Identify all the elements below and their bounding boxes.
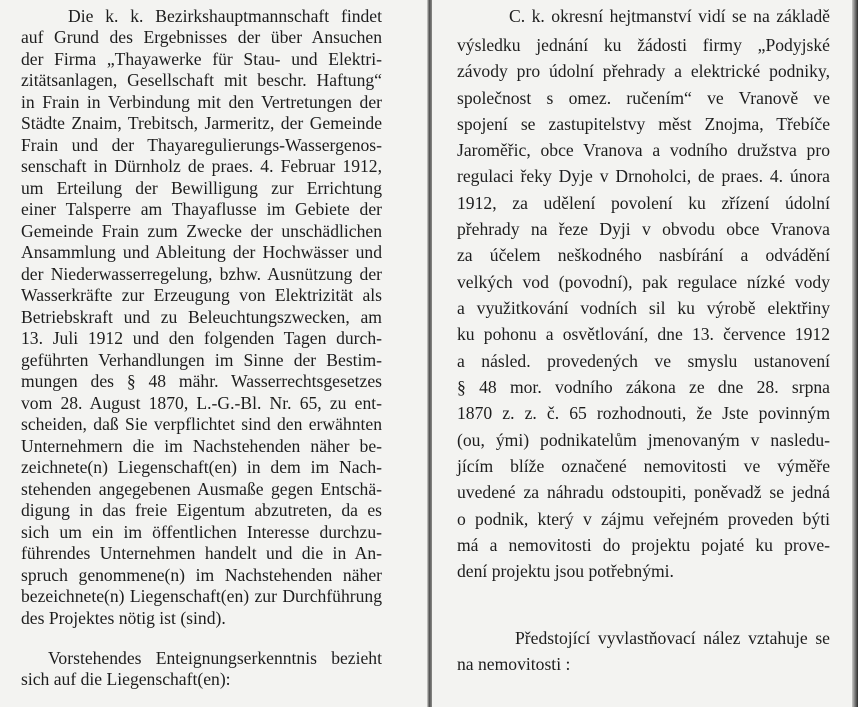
text-line: zeichnete(n) Liegenschaft(en) in dem im Nach- xyxy=(21,457,382,477)
text-line: uvedené za náhradu odstoupiti, poněvadž se jedná xyxy=(457,482,830,502)
text-line: ku pohonu a osvětlování, dne 13. července 1912 xyxy=(457,324,830,344)
text-line: mungen des § 48 mähr. Wasserrechtsgesetzes xyxy=(21,371,382,391)
text-line: um Erteilung der Bewilligung zur Errichtung xyxy=(21,178,382,198)
text-line: stehenden angegebenen Ausmaße gegen Entschä- xyxy=(21,479,382,499)
page-edge xyxy=(852,0,858,707)
text-line: závody pro údolní přehrady a elektrické podniky, xyxy=(457,61,830,81)
text-line: dení projektu jsou potřebnými. xyxy=(457,561,674,581)
text-line: výsledku jednání ku žádosti firmy „Podyjské xyxy=(457,35,830,55)
text-line: zitätsanlagen, Gesellschaft mit beschr. Haftung“ xyxy=(21,70,382,90)
text-line: přehrady na řeze Dyji v obvodu obce Vranova xyxy=(457,219,830,239)
text-line: führendes Unternehmen handelt und die in An- xyxy=(21,543,382,563)
text-line: 13. Juli 1912 und den folgenden Tagen durch- xyxy=(21,328,382,348)
text-line: Ansammlung und Ableitung der Hochwässer und xyxy=(21,242,382,262)
text-line: spojení se zastupitelstvy měst Znojma, Třebíče xyxy=(457,114,830,134)
text-line: Předstojící vyvlastňovací nález vztahuje se xyxy=(515,628,830,648)
czech-page xyxy=(436,0,858,707)
text-line: regulaci řeky Dyje v Drnoholci, de praes. 4. února xyxy=(457,166,830,186)
text-line: na nemovitosti : xyxy=(457,654,571,674)
text-line: a násled. provedených ve smyslu ustanovení xyxy=(457,351,830,371)
text-line: scheiden, daß Sie verpflichtet sind den erwähnten xyxy=(21,414,382,434)
text-line: Die k. k. Bezirkshauptmannschaft findet xyxy=(68,6,382,26)
text-line: Jaroměřic, obce Vranova a vodního družstva pro xyxy=(457,140,830,160)
text-line: vom 28. August 1870, L.-G.-Bl. Nr. 65, zu ent- xyxy=(21,393,382,413)
text-line: a využitkování vodních sil ku výrobě elektřiny xyxy=(457,298,830,318)
text-line: (ou, ými) podnikatelům jmenovaným v nasledu- xyxy=(457,430,830,450)
text-line: § 48 mor. vodního zákona ze dne 28. srpna xyxy=(457,377,830,397)
text-line: sich auf die Liegenschaft(en): xyxy=(21,669,231,689)
text-line: má a nemovitosti do projektu pojaté ku prove- xyxy=(457,535,830,555)
page-gutter xyxy=(427,0,432,707)
text-line: o podnik, který v zájmu veřejném proveden býti xyxy=(457,509,830,529)
text-line: in Frain in Verbindung mit den Vertretungen der xyxy=(21,92,382,112)
text-line: velkých vod (povodní), pak regulace nízké vody xyxy=(457,272,830,292)
text-line: C. k. okresní hejtmanství vidí se na základě xyxy=(509,6,830,26)
german-page xyxy=(0,0,410,707)
text-line: 1870 z. z. č. 65 rozhodnouti, že Jste povinným xyxy=(457,403,830,423)
text-line: bezeichnete(n) Liegenschaft(en) zur Durchführung xyxy=(21,586,382,606)
text-line: der Firma „Thayawerke für Stau- und Elektri- xyxy=(21,49,382,69)
text-line: Unternehmern die im Nachstehenden näher be- xyxy=(21,436,382,456)
text-line: sich um ein im öffentlichen Interesse durchzu- xyxy=(21,522,382,542)
text-line: der Niederwasserregelung, bzhw. Ausnützung der xyxy=(21,264,382,284)
text-line: Betriebskraft und zu Beleuchtungszwecken, am xyxy=(21,307,382,327)
text-line: einer Talsperre am Thayaflusse im Gebiete der xyxy=(21,199,382,219)
text-line: digung in das freie Eigentum abzutreten, da es xyxy=(21,500,382,520)
text-line: jícím blíže označené nemovitosti ve výměře xyxy=(457,456,830,476)
text-line: des Projektes nötig ist (sind). xyxy=(21,608,226,628)
text-line: Frain und der Thayaregulierungs-Wassergenos- xyxy=(21,135,382,155)
text-line: Gemeinde Frain zum Zwecke der unschädlichen xyxy=(21,221,382,241)
text-line: za účelem neškodného nasbírání a odvádění xyxy=(457,245,830,265)
text-line: geführten Verhandlungen im Sinne der Bestim- xyxy=(21,350,382,370)
text-line: společnost s omez. ručením“ ve Vranově ve xyxy=(457,88,830,108)
text-line: spruch genommene(n) im Nachstehenden näher xyxy=(21,565,382,585)
text-line: auf Grund des Ergebnisses der über Ansuchen xyxy=(21,27,382,47)
text-line: Städte Znaim, Trebitsch, Jarmeritz, der Gemeinde xyxy=(21,113,382,133)
text-line: Vorstehendes Enteignungserkenntnis bezieht xyxy=(48,648,382,668)
text-line: Wasserkräfte zur Erzeugung von Elektrizität als xyxy=(21,285,382,305)
text-line: senschaft in Dürnholz de praes. 4. Februar 1912, xyxy=(21,156,382,176)
text-line: 1912, za udělení povolení ku zřízení údolní xyxy=(457,193,830,213)
